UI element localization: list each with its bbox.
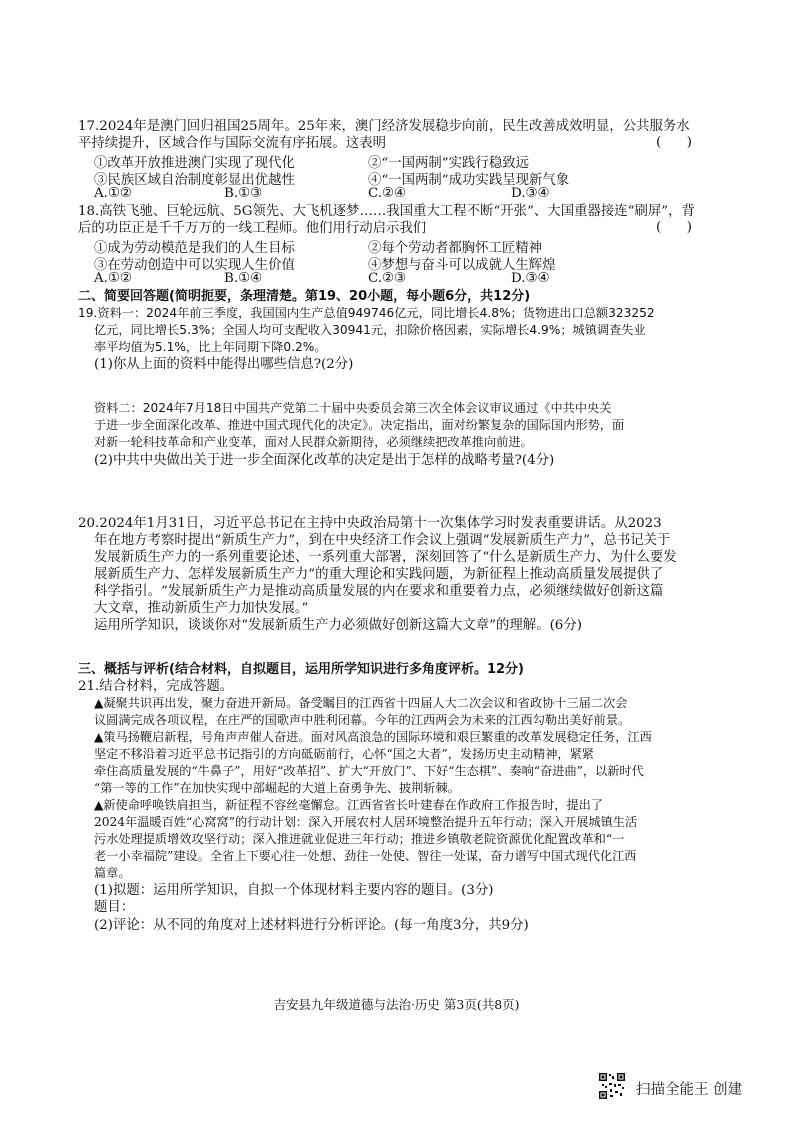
q17-choice-b: B.①③ xyxy=(224,186,263,201)
q18-choice-b: B.①④ xyxy=(224,271,263,286)
q19-material2-line3: 对新一轮科技革命和产业变革，面对人民群众新期待，必须继续把改革推向前进。 xyxy=(94,435,533,449)
q18-choice-d: D.③④ xyxy=(511,271,550,286)
q20-line6: 大文章，推动新质生产力加快发展。” xyxy=(94,601,309,616)
q21-para3-line2: 2024年温暖百姓“心窝窝”的行动计划：深入开展农村人居环境整治提升五年行动；深入开展城镇生活 xyxy=(94,815,638,829)
qr-code-icon xyxy=(598,1072,626,1100)
q21-title-label: 题目： xyxy=(94,900,135,915)
scanner-watermark-text: 扫描全能王 创建 xyxy=(636,1082,743,1098)
q17-stem-line2: 平持续提升，区域合作与国际交流有序拓展。这表明 xyxy=(78,136,386,151)
q21-para3-line4: 老一小幸福院”建设。全省上下要心往一处想、劲往一处使、智往一处谋，奋力谱写中国式现代化江西 xyxy=(94,849,637,863)
q20-line5: 科学指引。“发展新质生产力是推动高质量发展的内在要求和重要着力点，必须继续做好创新这篇 xyxy=(94,584,664,599)
q17-option-3: ③民族区域自治制度彰显出优越性 xyxy=(94,173,295,188)
q17-option-1: ①改革开放推进澳门实现了现代化 xyxy=(94,156,295,171)
q17-choice-c: C.②④ xyxy=(368,186,407,201)
q17-choice-a: A.①② xyxy=(94,186,132,201)
q18-option-4: ④梦想与奋斗可以成就人生辉煌 xyxy=(368,258,556,273)
q20-question: 运用所学知识，谈谈你对“发展新质生产力必须做好创新这篇大文章”的理解。(6分) xyxy=(94,618,582,633)
q17-choice-d: D.③④ xyxy=(511,186,550,201)
page-footer: 吉安县九年级道德与法治·历史 第3页(共8页) xyxy=(273,997,520,1012)
q21-para3-line1: ▲新使命呼唤铁肩担当，新征程不容丝毫懈怠。江西省省长叶建春在作政府工作报告时，提出了 xyxy=(94,798,604,812)
q19-material2-line1: 资料二：2024年7月18日中国共产党第二十届中央委员会第三次全体会议审议通过《中共中央关 xyxy=(94,401,612,415)
q21-para2-line2: 坚定不移沿着习近平总书记指引的方向砥砺前行，心怀“国之大者”，发扬历史主动精神，紧紧 xyxy=(94,747,594,761)
q21-para2-line4: “第一等的工作”在加快实现中部崛起的大道上奋勇争先、披荆斩棘。 xyxy=(94,781,460,795)
q19-material1-line1: 19.资料一：2024年前三季度，我国国内生产总值949746亿元，同比增长4.8%；货物进出口总额323252 xyxy=(78,306,655,320)
q19-material1-line2: 亿元，同比增长5.3%；全国人均可支配收入30941元，扣除价格因素，实际增长4.9%；城镇调查失业 xyxy=(94,323,646,337)
q19-subquestion-2: (2)中共中央做出关于进一步全面深化改革的决定是出于怎样的战略考量?(4分) xyxy=(94,453,555,468)
q18-option-2: ②每个劳动者都胸怀工匠精神 xyxy=(368,241,543,256)
q21-para1-line1: ▲凝聚共识再出发，聚力奋进开新局。备受瞩目的江西省十四届人大二次会议和省政协十三届二次会 xyxy=(94,696,628,710)
q17-option-4: ④“一国两制”成功实践呈现新气象 xyxy=(368,173,570,188)
section-2-heading: 二、简要回答题(简明扼要，条理清楚。第19、20小题，每小题6分，共12分) xyxy=(78,289,531,304)
q21-para3-line5: 篇章。 xyxy=(94,866,131,880)
q19-subquestion-1: (1)你从上面的资料中能得出哪些信息?(2分) xyxy=(94,357,354,372)
q21-intro: 21.结合材料，完成答题。 xyxy=(78,679,234,694)
q18-choice-a: A.①② xyxy=(94,271,132,286)
q18-choice-c: C.②③ xyxy=(368,271,407,286)
q18-answer-paren: ( ) xyxy=(656,220,692,235)
q21-para2-line3: 牵住高质量发展的“牛鼻子”，用好“改革招”、扩大“开放门”、下好“生态棋”、奏响“奋进曲”，以新时代 xyxy=(94,764,644,778)
q19-material1-line3: 率平均值为5.1%，比上年同期下降0.2%。 xyxy=(94,340,327,354)
q19-material2-line2: 于进一步全面深化改革、推进中国式现代化的决定》。决定指出，面对纷繁复杂的国际国内形势，面 xyxy=(94,418,625,432)
q17-answer-paren: ( ) xyxy=(656,135,692,150)
q20-line2: 年在地方考察时提出“新质生产力”，到在中央经济工作会议上强调“发展新质生产力”，总书记关于 xyxy=(94,533,671,548)
q21-para1-line2: 议圆满完成各项议程，在庄严的国歌声中胜利闭幕。今年的江西两会为未来的江西勾勒出美好前景。 xyxy=(94,713,631,727)
q20-line3: 发展新质生产力的一系列重要论述、一系列重大部署，深刻回答了“什么是新质生产力、为什么要发 xyxy=(94,550,677,565)
q21-para3-line3: 污水处理提质增效攻坚行动；深入推进就业促进三年行动；推进乡镇敬老院资源优化配置改革和“一 xyxy=(94,832,625,846)
q18-stem-line1: 18.高铁飞驰、巨轮远航、5G领先、大飞机逐梦……我国重大工程不断“开张”、大国重器接连“刷屏”，背 xyxy=(78,204,695,219)
q17-option-2: ②“一国两制”实践行稳致远 xyxy=(368,156,529,171)
q18-option-1: ①成为劳动模范是我们的人生目标 xyxy=(94,241,295,256)
q21-subquestion-2: (2)评论：从不同的角度对上述材料进行分析评论。(每一角度3分，共9分) xyxy=(94,918,529,933)
q20-line1: 20.2024年1月31日，习近平总书记在主持中央政治局第十一次集体学习时发表重要讲话。从2023 xyxy=(78,516,662,531)
q20-line4: 展新质生产力、怎样发展新质生产力”的重大理论和实践问题，为新征程上推动高质量发展提供了 xyxy=(94,567,664,582)
q18-stem-line2: 后的功臣正是千千万万的一线工程师。他们用行动启示我们 xyxy=(78,221,427,236)
q17-stem-line1: 17.2024年是澳门回归祖国25周年。25年来，澳门经济发展稳步向前，民生改善成效明显，公共服务水 xyxy=(78,119,690,134)
q21-subquestion-1: (1)拟题：运用所学知识，自拟一个体现材料主要内容的题目。(3分) xyxy=(94,883,494,898)
q21-para2-line1: ▲策马扬鞭启新程，号角声声催人奋进。面对风高浪急的国际环境和艰巨繁重的改革发展稳定任务，江西 xyxy=(94,730,652,744)
q18-option-3: ③在劳动创造中可以实现人生价值 xyxy=(94,258,295,273)
section-3-heading: 三、概括与评析(结合材料，自拟题目，运用所学知识进行多角度评析。12分) xyxy=(78,662,524,677)
